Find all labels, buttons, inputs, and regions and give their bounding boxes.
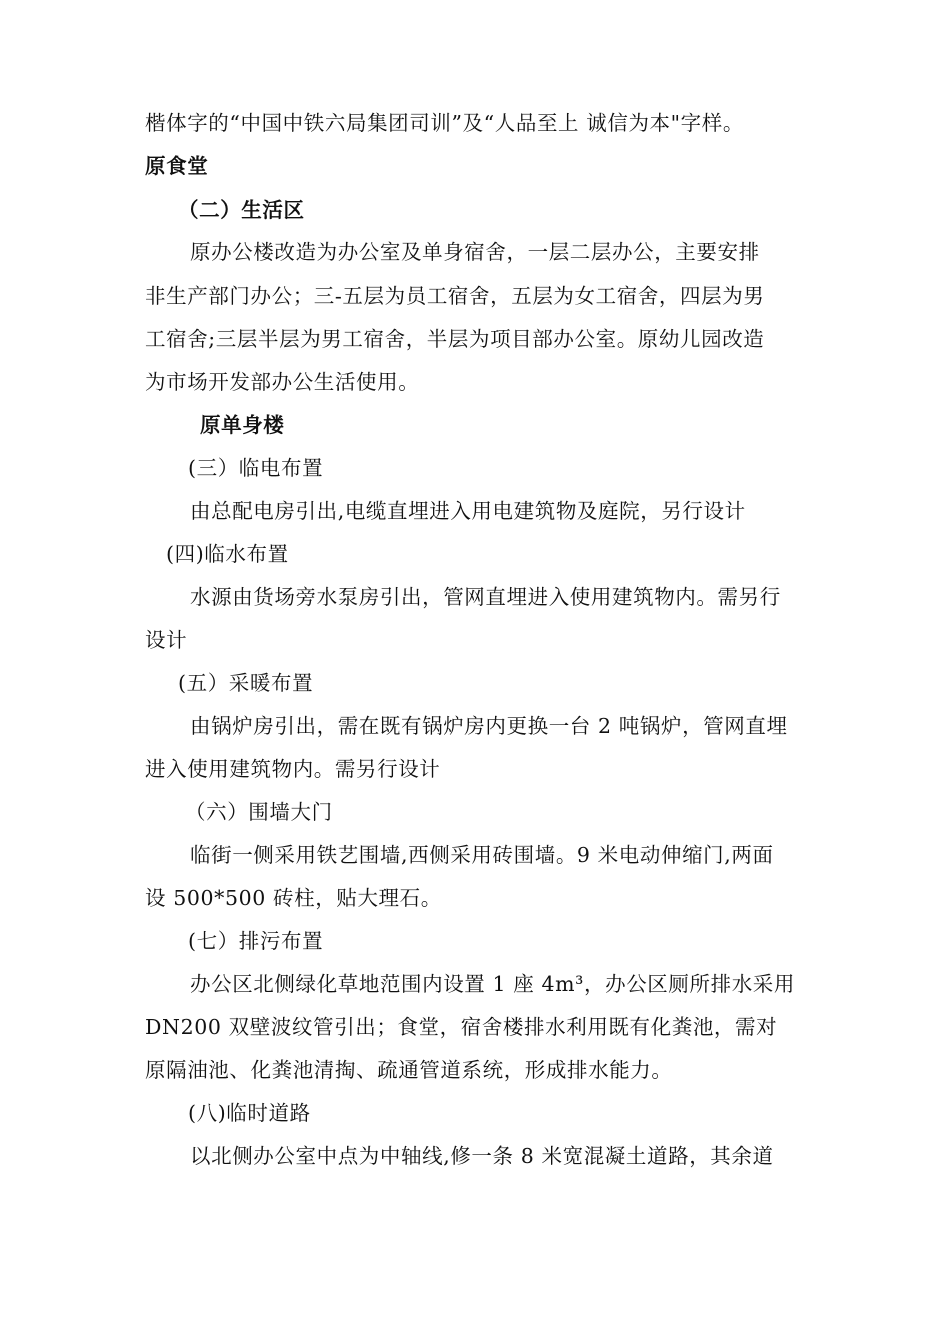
body-line-6: 工宿舍;三层半层为男工宿舍，半层为项目部办公室。原幼儿园改造 — [145, 327, 765, 351]
body-line-15: 由锅炉房引出，需在既有锅炉房内更换一台 2 吨锅炉，管网直埋 — [190, 714, 788, 738]
body-line-5: 非生产部门办公；三-五层为员工宿舍，五层为女工宿舍，四层为男 — [145, 284, 765, 308]
body-line-19: 设 500*500 砖柱，贴大理石。 — [145, 886, 442, 910]
body-line-10: 由总配电房引出,电缆直埋进入用电建筑物及庭院，另行设计 — [190, 499, 746, 523]
body-line-7: 为市场开发部办公生活使用。 — [145, 370, 420, 394]
body-line-4: 原办公楼改造为办公室及单身宿舍，一层二层办公，主要安排 — [190, 240, 760, 264]
body-line-12: 水源由货场旁水泵房引出，管网直埋进入使用建筑物内。需另行 — [190, 585, 781, 609]
heading-wall-gate: （六）围墙大门 — [185, 800, 333, 824]
body-line-25: 以北侧办公室中点为中轴线,修一条 8 米宽混凝土道路，其余道 — [190, 1144, 774, 1168]
body-line-16: 进入使用建筑物内。需另行设计 — [145, 757, 441, 781]
body-line-18: 临街一侧采用铁艺围墙,西侧采用砖围墙。9 米电动伸缩门,两面 — [190, 843, 774, 867]
heading-original-canteen: 原食堂 — [145, 154, 209, 178]
heading-heating: (五）采暖布置 — [178, 671, 314, 695]
heading-original-dormitory: 原单身楼 — [200, 413, 285, 437]
body-line-23: 原隔油池、化粪池清掏、疏通管道系统，形成排水能力。 — [145, 1058, 673, 1082]
body-line-13: 设计 — [145, 628, 188, 652]
body-line-1: 楷体字的“中国中铁六局集团司训”及“人品至上 诚信为本"字样。 — [145, 111, 744, 135]
body-line-22: DN200 双壁波纹管引出；食堂，宿舍楼排水利用既有化粪池，需对 — [145, 1015, 778, 1039]
heading-temporary-water: (四)临水布置 — [166, 542, 289, 566]
heading-sewage: (七）排污布置 — [188, 929, 324, 953]
body-line-21: 办公区北侧绿化草地范围内设置 1 座 4m³，办公区厕所排水采用 — [190, 972, 795, 996]
heading-living-area: （二）生活区 — [178, 198, 305, 222]
heading-temporary-road: (八)临时道路 — [188, 1101, 311, 1125]
heading-temporary-power: (三）临电布置 — [188, 456, 324, 480]
